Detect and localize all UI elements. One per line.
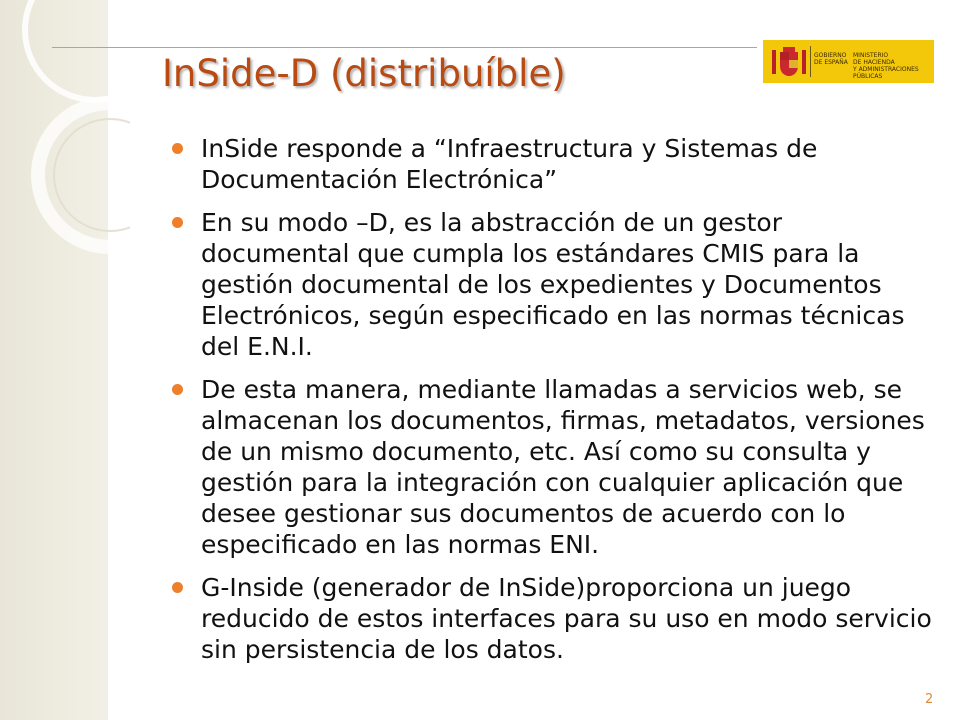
bullet-text: De esta manera, mediante llamadas a servicios web, se almacenan los documentos, firmas, metadatos, versiones de un mismo documento, etc. Así como su consulta y gestión para la integración con cualquier aplicación que desee gestionar sus documentos de acuerdo con lo especificado en las normas ENI.	[201, 375, 925, 559]
bullet-dot-icon	[172, 143, 183, 154]
bullet-text: En su modo –D, es la abstracción de un gestor documental que cumpla los estándares CMIS para la gestión documental de los expedientes y Documentos Electrónicos, según especificado en las normas técnicas del E.N.I.	[201, 208, 905, 361]
bullet-item	[172, 572, 932, 665]
bullet-text: InSide responde a “Infraestructura y Sistemas de Documentación Electrónica”	[201, 134, 818, 194]
bullet-text: G-Inside (generador de InSide)proporciona un juego reducido de estos interfaces para su uso en modo servicio sin persistencia de los datos.	[201, 573, 932, 664]
government-logo	[763, 40, 934, 83]
bullet-dot-icon	[172, 384, 183, 395]
bullet-item	[172, 207, 932, 362]
bullet-dot-icon	[172, 582, 183, 593]
coat-of-arms-icon	[769, 44, 809, 80]
title-rule	[52, 47, 757, 48]
logo-gobierno-text: GOBIERNO DE ESPAÑA	[814, 52, 848, 66]
bullet-item	[172, 133, 932, 195]
slide-title: InSide-D (distribuíble)	[162, 52, 566, 95]
bullet-item	[172, 374, 932, 560]
bullet-list	[172, 133, 932, 677]
logo-divider	[810, 46, 811, 77]
page-number: 2	[925, 692, 934, 707]
logo-ministerio-text: MINISTERIO DE HACIENDA Y ADMINISTRACIONES PÚBLICAS	[853, 52, 919, 80]
bullet-dot-icon	[172, 217, 183, 228]
decorative-arcs	[0, 0, 130, 300]
